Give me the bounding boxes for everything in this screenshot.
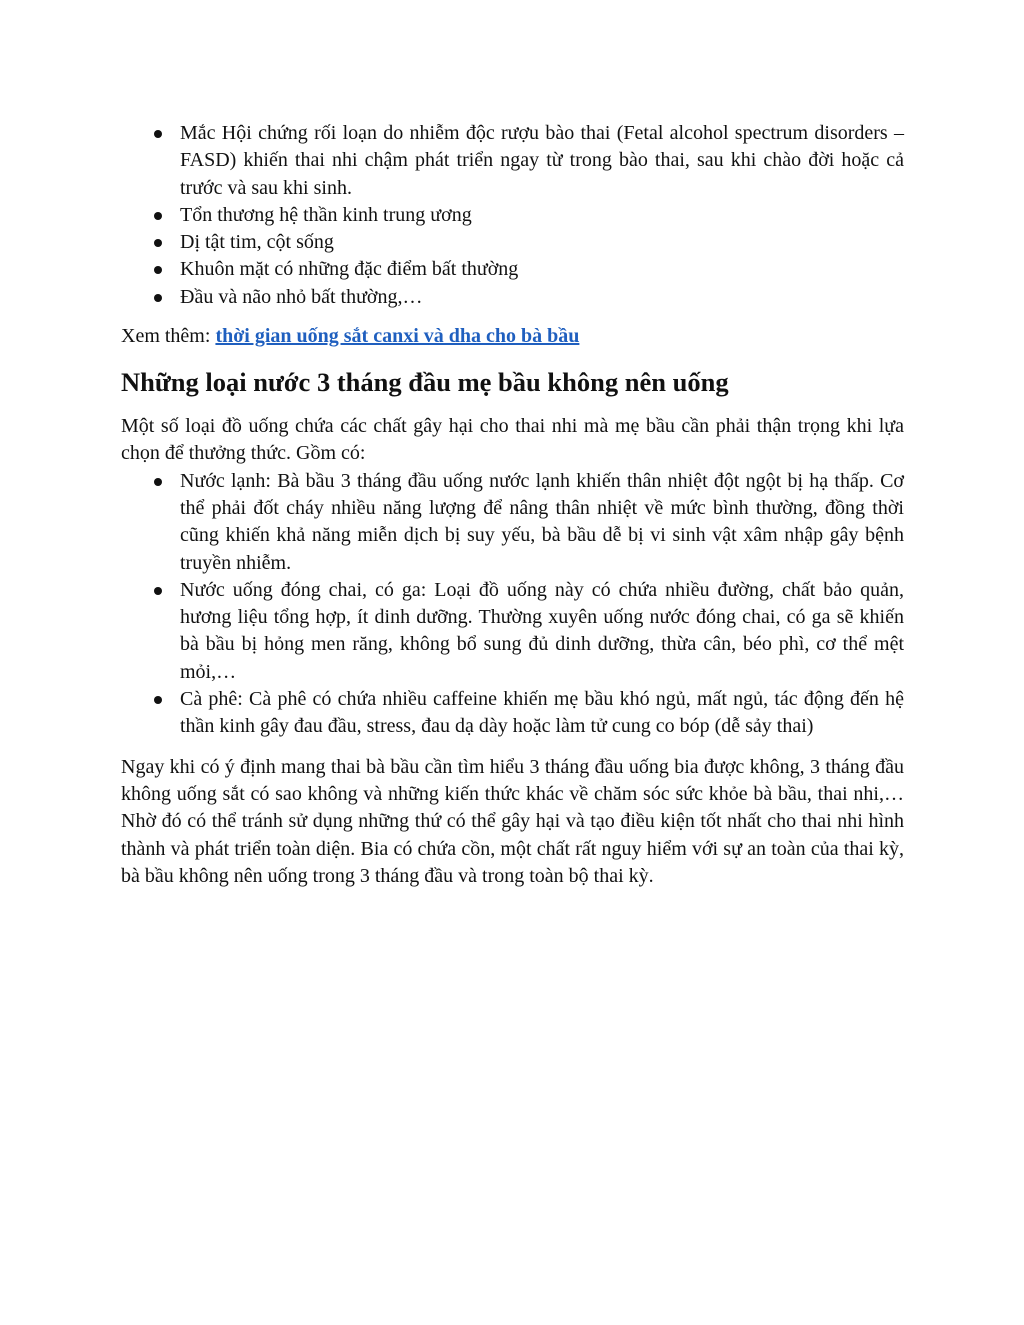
section-intro: Một số loại đồ uống chứa các chất gây hại cho thai nhi mà mẹ bầu cần phải thận trọng khi lựa chọn để thưởng thức. Gồm có: <box>121 415 904 465</box>
bullet-icon <box>154 239 162 247</box>
list-item <box>121 686 904 741</box>
closing-paragraph: Ngay khi có ý định mang thai bà bầu cần tìm hiểu 3 tháng đầu uống bia được không, 3 tháng đầu không uống sắt có sao không và những kiến thức khác về chăm sóc sức khỏe bà bầu, thai nhi,… Nhờ đó có thể tránh sử dụng những thứ có thể gây hại và tạo điều kiện tốt nhất cho thai nhi hình thành và phát triển toàn diện. Bia có chứa cồn, một chất rất nguy hiểm với sự an toàn của thai kỳ, bà bầu không nên uống trong 3 tháng đầu và trong toàn bộ thai kỳ. <box>121 755 904 887</box>
document-page <box>121 120 904 890</box>
list-item <box>121 229 904 256</box>
list-item-text: Tổn thương hệ thần kinh trung ương <box>180 203 472 226</box>
list-item <box>121 256 904 283</box>
bullet-icon <box>154 212 162 220</box>
list-item <box>121 468 904 577</box>
see-more-prefix: Xem thêm: <box>121 325 216 348</box>
bullet-icon <box>154 294 162 302</box>
bullet-icon <box>154 587 162 595</box>
drinks-to-avoid-list <box>121 468 904 741</box>
list-item-text: Nước uống đóng chai, có ga: Loại đồ uống này có chứa nhiều đường, chất bảo quản, hương liệu tổng hợp, ít dinh dưỡng. Thường xuyên uống nước đóng chai, có ga sẽ khiến bà bầu bị hỏng men răng, không bổ sung đủ dinh dưỡng, thừa cân, béo phì, cơ thể mệt mỏi,… <box>180 578 904 683</box>
list-item-text: Nước lạnh: Bà bầu 3 tháng đầu uống nước lạnh khiến thân nhiệt đột ngột bị hạ thấp. Cơ thể phải đốt cháy nhiều năng lượng để nâng thân nhiệt về mức bình thường, đồng thời cũng khiến khả năng miễn dịch bị suy yếu, bà bầu dễ bị vi sinh vật xâm nhập gây bệnh truyền nhiễm. <box>180 469 904 574</box>
list-item-text: Dị tật tim, cột sống <box>180 231 334 254</box>
bullet-icon <box>154 696 162 704</box>
see-more-line <box>121 323 904 350</box>
list-item <box>121 284 904 311</box>
bullet-icon <box>154 130 162 138</box>
list-item-text: Đầu và não nhỏ bất thường,… <box>180 285 423 308</box>
section-heading: Những loại nước 3 tháng đầu mẹ bầu không nên uống <box>121 367 729 398</box>
bullet-icon <box>154 266 162 274</box>
list-item-text: Cà phê: Cà phê có chứa nhiều caffeine khiến mẹ bầu khó ngủ, mất ngủ, tác động đến hệ thần kinh gây đau đầu, stress, đau dạ dày hoặc làm tử cung co bóp (dễ sảy thai) <box>180 688 904 738</box>
list-item <box>121 577 904 686</box>
list-item <box>121 120 904 202</box>
bullet-icon <box>154 478 162 486</box>
fasd-effects-list <box>121 120 904 311</box>
see-more-link[interactable]: thời gian uống sắt canxi và dha cho bà bầu <box>215 325 580 348</box>
list-item-text: Khuôn mặt có những đặc điểm bất thường <box>180 258 519 281</box>
list-item <box>121 202 904 229</box>
list-item-text: Mắc Hội chứng rối loạn do nhiễm độc rượu bào thai (Fetal alcohol spectrum disorders – FASD) khiến thai nhi chậm phát triển ngay từ trong bào thai, sau khi chào đời hoặc cả trước và sau khi sinh. <box>180 122 904 199</box>
